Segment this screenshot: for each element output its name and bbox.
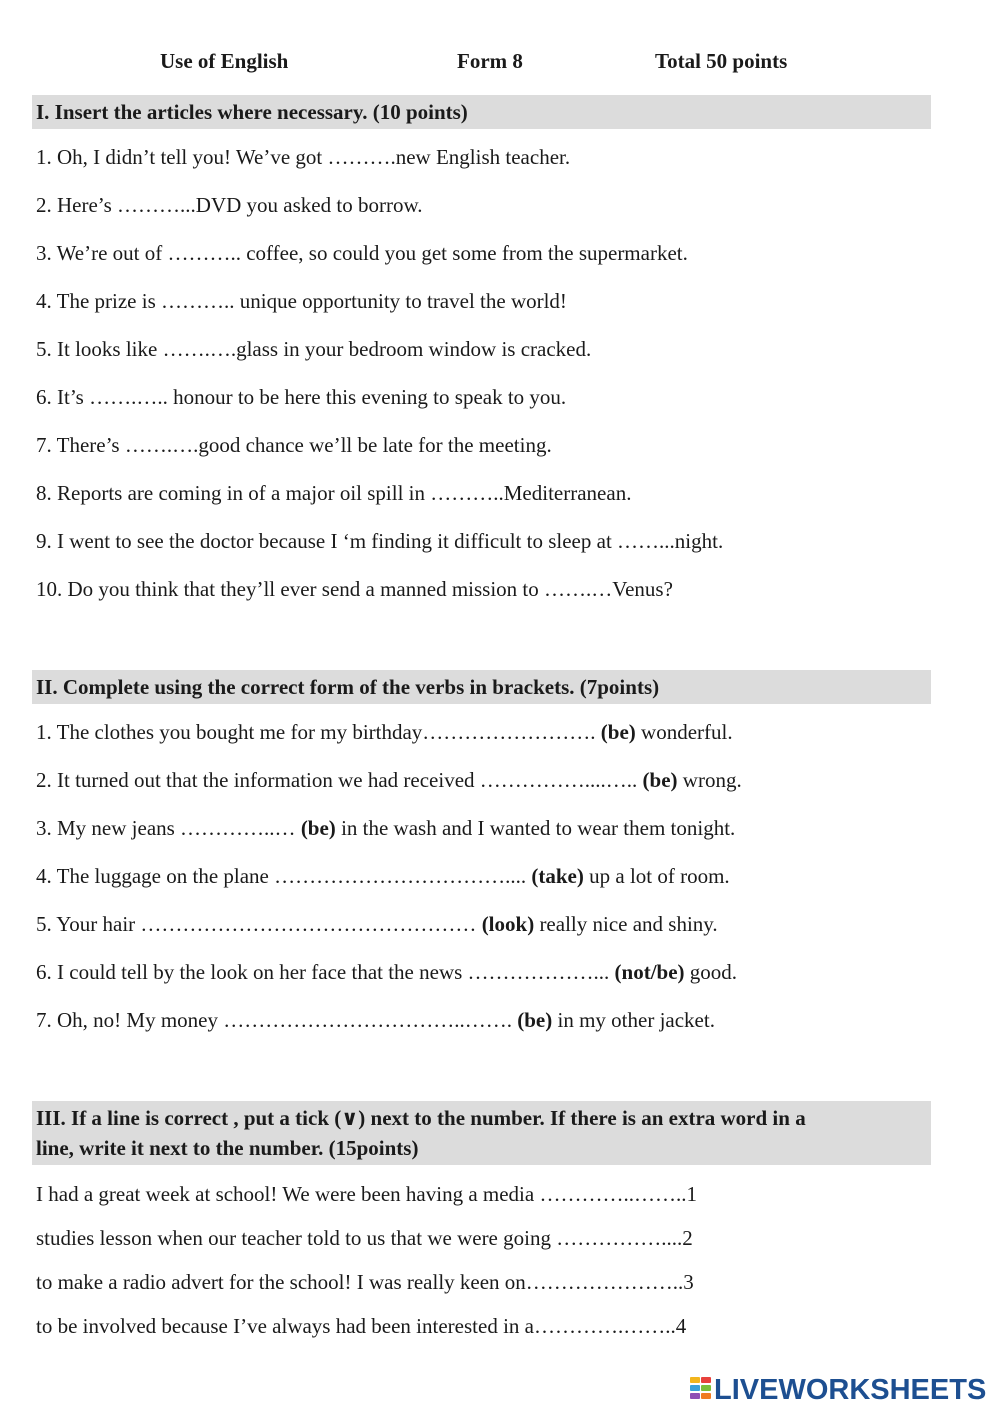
section-1-item: 9. I went to see the doctor because I ‘m finding it difficult to sleep at ……...night. [36, 529, 724, 553]
item-text: 2. It turned out that the information we had received ……………....….. [36, 768, 643, 792]
item-text: 6. I could tell by the look on her face that the news ………………... [36, 960, 615, 984]
section-1-item: 4. The prize is ……….. unique opportunity to travel the world! [36, 289, 567, 313]
verb-hint: (not/be) [614, 960, 685, 984]
item-text: wonderful. [635, 720, 733, 744]
item-text: good. [684, 960, 738, 984]
liveworksheets-logo-text: LIVEWORKSHEETS [714, 1373, 987, 1406]
section-1-item: 7. There’s …….….good chance we’ll be late for the meeting. [36, 433, 552, 457]
item-text: up a lot of room. [583, 864, 730, 888]
section-1-item: 3. We’re out of ……….. coffee, so could you get some from the supermarket. [36, 241, 688, 265]
section-1-item: 6. It’s …….….. honour to be here this evening to speak to you. [36, 385, 567, 409]
section-1-item: 1. Oh, I didn’t tell you! We’ve got ……….new English teacher. [36, 145, 571, 169]
header-total: Total 50 points [655, 49, 788, 73]
section-3-item: to be involved because I’ve always had been interested in a………….……..4 [36, 1314, 687, 1338]
section-1-item: 10. Do you think that they’ll ever send a manned mission to …….…Venus? [36, 577, 673, 601]
section-2-item [36, 767, 742, 793]
header-subject: Use of English [160, 49, 289, 73]
section-2-item [36, 911, 718, 937]
verb-hint: (be) [600, 720, 636, 744]
item-text: wrong. [677, 768, 742, 792]
section-1-item: 5. It looks like …….….glass in your bedroom window is cracked. [36, 337, 592, 361]
item-text: 7. Oh, no! My money ……………………………..……. [36, 1008, 518, 1032]
section-2-item [36, 863, 730, 889]
section-2-item [36, 815, 735, 841]
section-3-item: I had a great week at school! We were been having a media …………..……..1 [36, 1182, 697, 1206]
verb-hint: (be) [517, 1008, 553, 1032]
section-3-item: studies lesson when our teacher told to us that we were going ……………....2 [36, 1226, 693, 1250]
section-2-item [36, 959, 737, 985]
item-text: 1. The clothes you bought me for my birthday……………………. [36, 720, 601, 744]
verb-hint: (be) [300, 816, 336, 840]
liveworksheets-logo [690, 1372, 986, 1408]
item-text: 3. My new jeans …………..… [36, 816, 301, 840]
section-2-item [36, 719, 733, 745]
item-text: really nice and shiny. [534, 912, 718, 936]
verb-hint: (take) [531, 864, 584, 888]
section-1-item: 2. Here’s ………...DVD you asked to borrow. [36, 193, 423, 217]
verb-hint: (be) [642, 768, 678, 792]
section-3-title-line-2: line, write it next to the number. (15points) [36, 1136, 419, 1160]
verb-hint: (look) [481, 912, 535, 936]
section-1-title: I. Insert the articles where necessary. (10 points) [32, 95, 931, 129]
header-form: Form 8 [457, 49, 523, 73]
section-2-item [36, 1007, 715, 1033]
section-3-title [32, 1101, 931, 1165]
item-text: in my other jacket. [552, 1008, 715, 1032]
section-1-item: 8. Reports are coming in of a major oil spill in ………..Mediterranean. [36, 481, 632, 505]
section-3-title-line-1: III. If a line is correct , put a tick (∨) next to the number. If there is an extra word in a [36, 1106, 806, 1130]
section-3-item: to make a radio advert for the school! I was really keen on…………………..3 [36, 1270, 694, 1294]
item-text: 5. Your hair ………………………………………… [36, 912, 482, 936]
item-text: in the wash and I wanted to wear them tonight. [335, 816, 736, 840]
item-text: 4. The luggage on the plane …………………………….... [36, 864, 532, 888]
liveworksheets-logo-icon [690, 1375, 712, 1405]
section-2-title: II. Complete using the correct form of the verbs in brackets. (7points) [32, 670, 931, 704]
